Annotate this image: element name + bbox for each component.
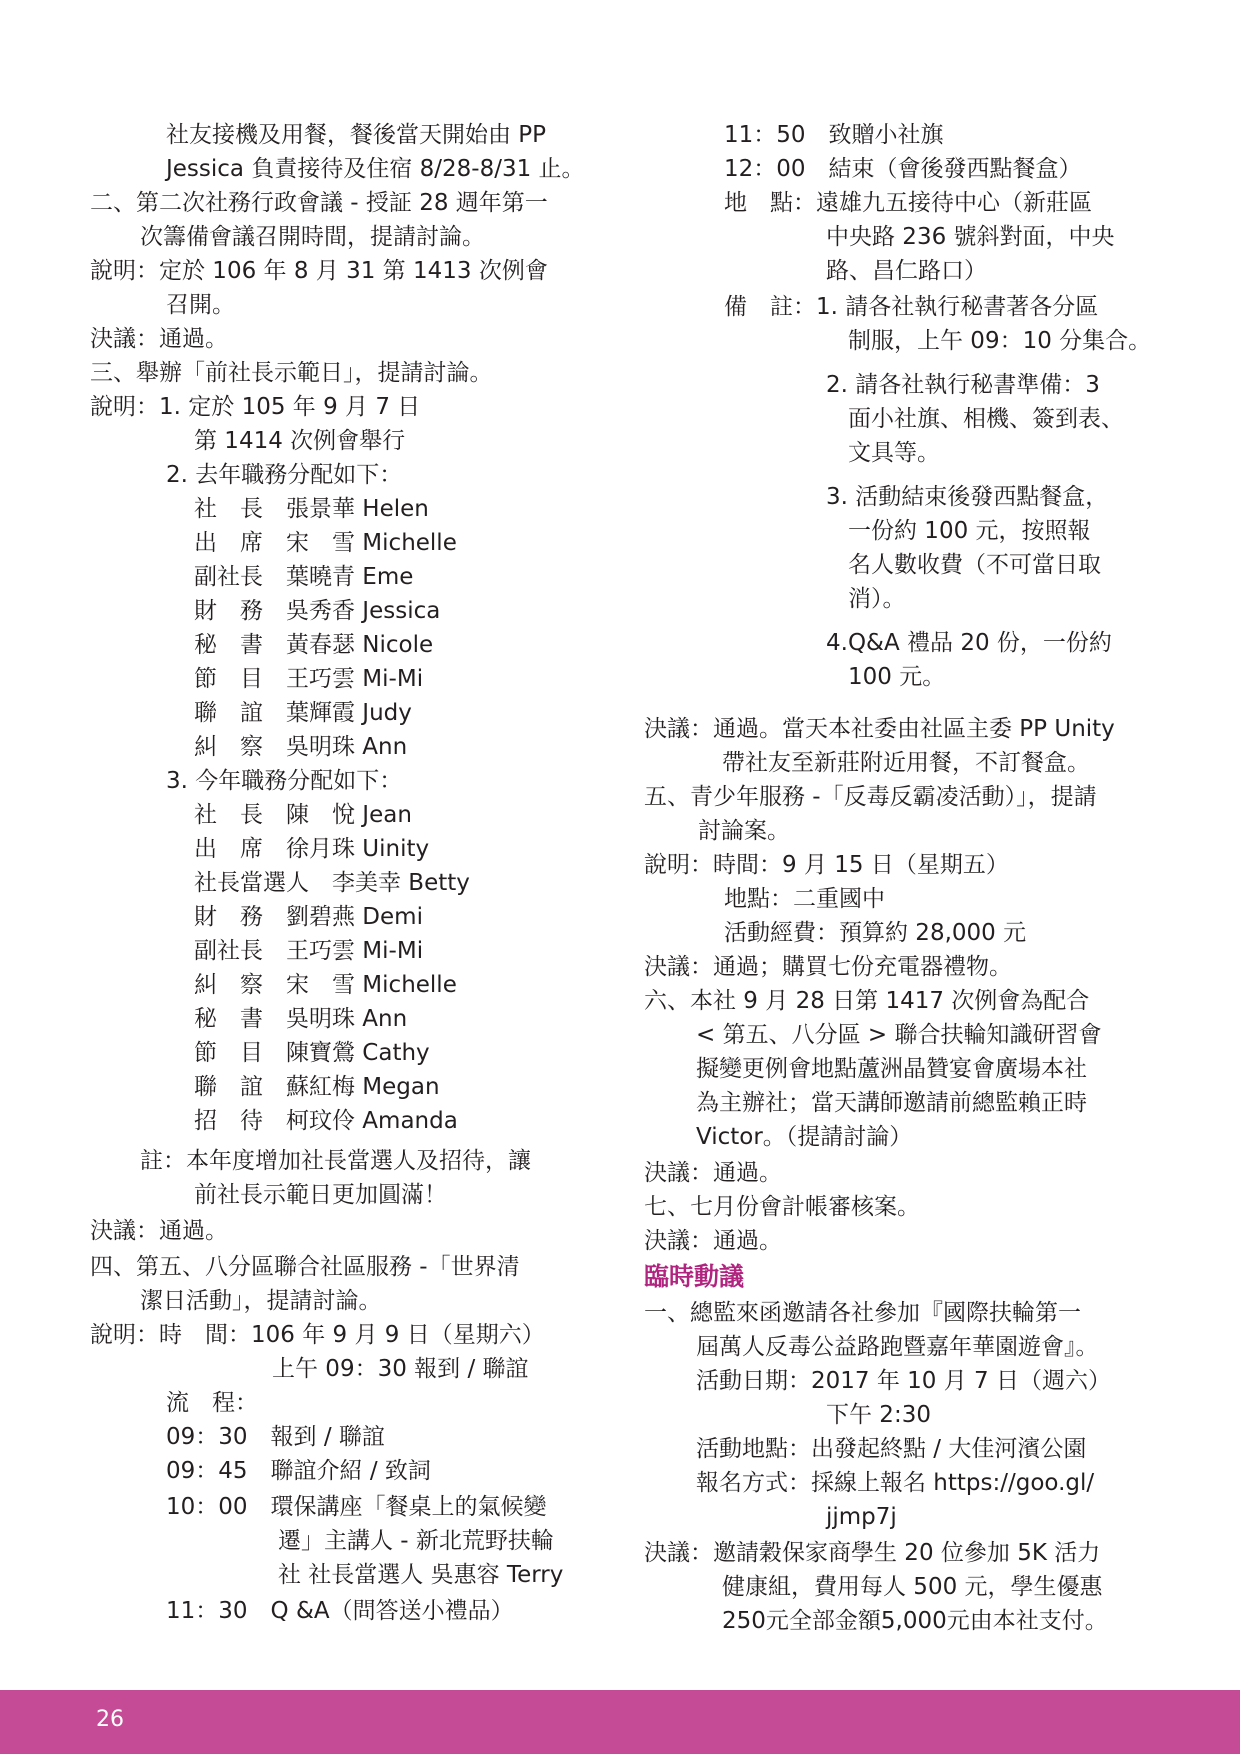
left-text-line: 說明：定於 106 年 8 月 31 第 1413 次例會	[90, 258, 548, 284]
left-text-line: 11：30 Q &A（問答送小禮品）	[166, 1598, 514, 1624]
right-text-line: 擬變更例會地點蘆洲晶贊宴會廣場本社	[696, 1056, 1087, 1082]
section-heading: 臨時動議	[644, 1262, 745, 1291]
left-text-line: 財 務 吳秀香 Jessica	[194, 598, 441, 624]
right-text-line: 說明：時間：9 月 15 日（星期五）	[644, 852, 1009, 878]
left-text-line: 10：00 環保講座「餐桌上的氣候變	[166, 1494, 547, 1520]
right-text-line: 消）。	[848, 586, 906, 612]
left-text-line: 副社長 葉曉青 Eme	[194, 564, 414, 590]
right-text-line: 文具等。	[848, 440, 940, 466]
right-text-line: 地 點：遠雄九五接待中心（新莊區	[724, 190, 1092, 216]
left-text-line: 出 席 徐月珠 Uinity	[194, 836, 430, 862]
left-text-line: 09：45 聯誼介紹 / 致詞	[166, 1458, 431, 1484]
left-text-line: 社 長 張景華 Helen	[194, 496, 429, 522]
page-number: 26	[96, 1707, 124, 1732]
right-text-line: 決議：通過。當天本社委由社區主委 PP Unity	[644, 716, 1115, 742]
right-text-line: < 第五、八分區 > 聯合扶輪知識研習會	[696, 1022, 1102, 1048]
right-text-line: 備 註：1. 請各社執行秘書著各分區	[724, 294, 1099, 320]
left-text-line: 財 務 劉碧燕 Demi	[194, 904, 423, 930]
left-text-line: 二、第二次社務行政會議 - 授証 28 週年第一	[90, 190, 548, 216]
left-text-line: 社 社長當選人 吳惠容 Terry	[278, 1562, 564, 1588]
right-text-line: 決議：通過。	[644, 1228, 782, 1254]
right-text-line: 活動經費：預算約 28,000 元	[724, 920, 1027, 946]
right-text-line: 帶社友至新莊附近用餐，不訂餐盒。	[722, 750, 1090, 776]
left-text-line: 社 長 陳 悅 Jean	[194, 802, 412, 828]
left-text-line: 出 席 宋 雪 Michelle	[194, 530, 457, 556]
left-text-line: 遷」主講人 - 新北荒野扶輪	[278, 1528, 554, 1554]
right-text-line: 100 元。	[848, 664, 946, 690]
right-text-line: 五、青少年服務 -「反毒反霸凌活動）」，提請	[644, 784, 1097, 810]
right-text-line: 4.Q&A 禮品 20 份，一份約	[826, 630, 1112, 656]
right-text-line: 3. 活動結束後發西點餐盒，	[826, 484, 1109, 510]
left-text-line: 聯 誼 蘇紅梅 Megan	[194, 1074, 440, 1100]
right-text-line: 健康組，費用每人 500 元，學生優惠	[722, 1574, 1103, 1600]
left-text-line: 流 程：	[166, 1390, 258, 1416]
left-text-line: 決議：通過。	[90, 326, 228, 352]
left-text-line: 決議：通過。	[90, 1218, 228, 1244]
left-text-line: 糾 察 宋 雪 Michelle	[194, 972, 457, 998]
right-text-line: 活動日期：2017 年 10 月 7 日（週六）	[696, 1368, 1111, 1394]
left-text-line: 節 目 陳寶鶯 Cathy	[194, 1040, 430, 1066]
left-text-line: 秘 書 吳明珠 Ann	[194, 1006, 408, 1032]
right-text-line: 決議：通過。	[644, 1160, 782, 1186]
right-text-line: jjmp7j	[826, 1504, 897, 1530]
right-text-line: 12：00 結束（會後發西點餐盒）	[724, 156, 1082, 182]
left-text-line: 秘 書 黃春瑟 Nicole	[194, 632, 434, 658]
right-text-line: 名人數收費（不可當日取	[848, 552, 1101, 578]
left-text-line: 副社長 王巧雲 Mi-Mi	[194, 938, 424, 964]
right-text-line: 一份約 100 元，按照報	[848, 518, 1091, 544]
left-text-line: Jessica 負責接待及住宿 8/28-8/31 止。	[166, 156, 585, 182]
left-text-line: 節 目 王巧雲 Mi-Mi	[194, 666, 424, 692]
left-text-line: 3. 今年職務分配如下：	[166, 768, 403, 794]
right-text-line: 11：50 致贈小社旗	[724, 122, 944, 148]
left-text-line: 四、第五、八分區聯合社區服務 -「世界清	[90, 1254, 520, 1280]
right-text-line: 中央路 236 號斜對面，中央	[826, 224, 1115, 250]
left-text-line: 次籌備會議召開時間，提請討論。	[140, 224, 485, 250]
right-text-line: 七、七月份會計帳審核案。	[644, 1194, 920, 1220]
right-text-line: 250元全部金額5,000元由本社支付。	[722, 1608, 1108, 1634]
right-text-line: 討論案。	[698, 818, 790, 844]
right-text-line: 制服，上午 09：10 分集合。	[848, 328, 1152, 354]
right-text-line: 決議：邀請穀保家商學生 20 位參加 5K 活力	[644, 1540, 1101, 1566]
right-text-line: 地點：二重國中	[724, 886, 885, 912]
left-text-line: 說明：時 間：106 年 9 月 9 日（星期六）	[90, 1322, 545, 1348]
right-text-line: 路、昌仁路口）	[826, 258, 987, 284]
right-text-line: 下午 2:30	[826, 1402, 931, 1428]
left-text-line: 招 待 柯玟伶 Amanda	[194, 1108, 458, 1134]
left-text-line: 聯 誼 葉輝霞 Judy	[194, 700, 412, 726]
right-text-line: 為主辦社；當天講師邀請前總監賴正時	[696, 1090, 1087, 1116]
left-text-line: 說明：1. 定於 105 年 9 月 7 日	[90, 394, 421, 420]
right-text-line: 六、本社 9 月 28 日第 1417 次例會為配合	[644, 988, 1090, 1014]
left-text-line: 09：30 報到 / 聯誼	[166, 1424, 385, 1450]
right-text-line: 面小社旗、相機、簽到表、	[848, 406, 1124, 432]
left-text-line: 潔日活動」，提請討論。	[140, 1288, 382, 1314]
left-text-line: 社長當選人 李美幸 Betty	[194, 870, 470, 896]
right-text-line: 2. 請各社執行秘書準備：3	[826, 372, 1100, 398]
right-text-line: 活動地點：出發起終點 / 大佳河濱公園	[696, 1436, 1087, 1462]
left-text-line: 三、舉辦「前社長示範日」，提請討論。	[90, 360, 493, 386]
right-text-line: 決議：通過；購買七份充電器禮物。	[644, 954, 1012, 980]
left-text-line: 社友接機及用餐，餐後當天開始由 PP	[166, 122, 547, 148]
left-text-line: 註：本年度增加社長當選人及招待，讓	[140, 1148, 531, 1174]
page-footer-bar	[0, 1690, 1240, 1754]
left-text-line: 第 1414 次例會舉行	[194, 428, 406, 454]
left-text-line: 2. 去年職務分配如下：	[166, 462, 403, 488]
right-text-line: 一、總監來函邀請各社參加『國際扶輪第一	[644, 1300, 1081, 1326]
left-text-line: 上午 09：30 報到 / 聯誼	[272, 1356, 529, 1382]
left-text-line: 糾 察 吳明珠 Ann	[194, 734, 408, 760]
right-text-line: 屆萬人反毒公益路跑暨嘉年華園遊會』。	[696, 1334, 1099, 1360]
left-text-line: 召開。	[166, 292, 235, 318]
left-text-line: 前社長示範日更加圓滿！	[194, 1182, 447, 1208]
right-text-line: 報名方式：採線上報名 https://goo.gl/	[696, 1470, 1095, 1496]
right-text-line: Victor。（提請討論）	[696, 1124, 913, 1150]
